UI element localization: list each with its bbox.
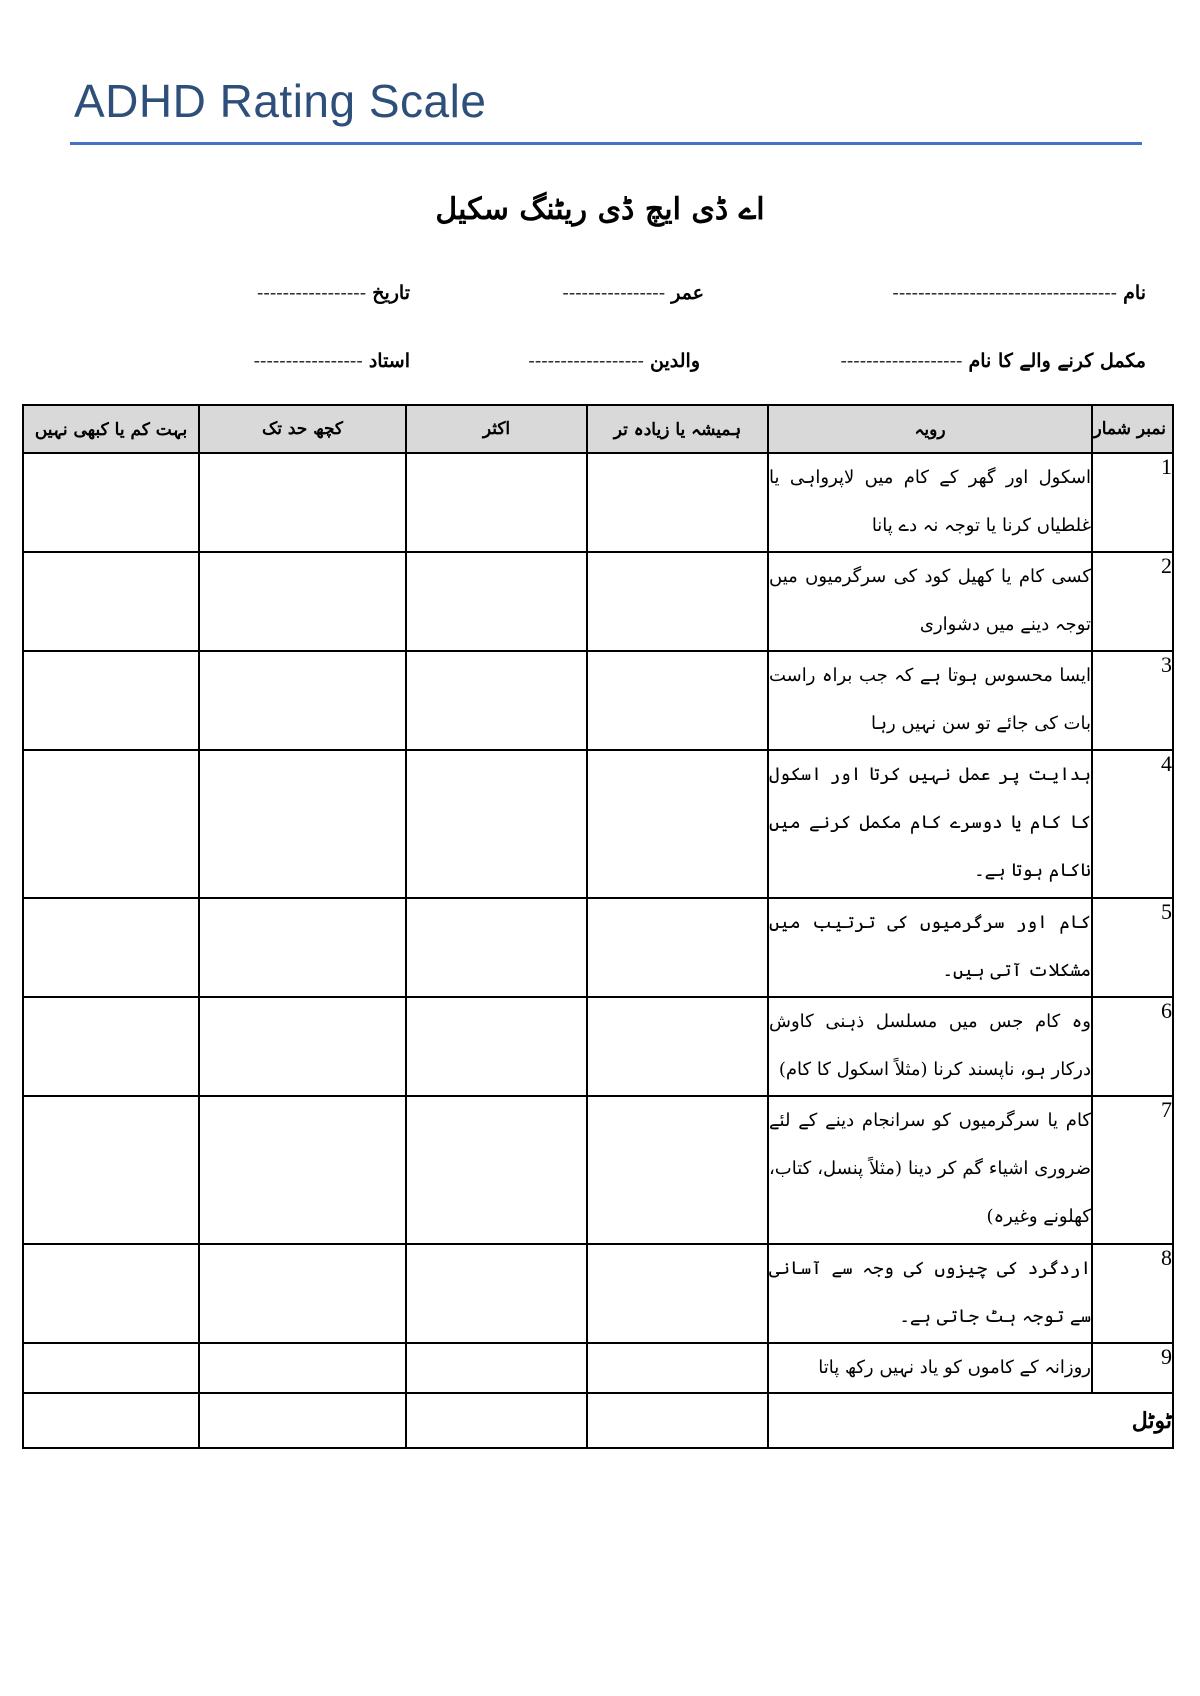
total-always-cell[interactable] [587, 1393, 768, 1448]
always-cell[interactable] [587, 1096, 768, 1244]
row-number: 2 [1092, 552, 1173, 651]
often-cell[interactable] [406, 750, 587, 898]
table-header-row [23, 405, 1173, 453]
rarely-never-cell[interactable] [23, 1096, 199, 1244]
table-row [23, 1096, 1173, 1244]
row-number: 5 [1092, 898, 1173, 997]
always-cell[interactable] [587, 552, 768, 651]
form-title: اے ڈی ایچ ڈی ریٹنگ سکیل [435, 192, 765, 227]
completed-by-field[interactable] [840, 350, 1146, 372]
always-cell[interactable] [587, 898, 768, 997]
total-often-cell[interactable] [406, 1393, 587, 1448]
often-cell[interactable] [406, 1096, 587, 1244]
often-cell[interactable] [406, 1343, 587, 1393]
rarely-never-cell[interactable] [23, 651, 199, 750]
name-label: نام [1123, 282, 1146, 304]
teacher-blank: ----------------- [253, 350, 363, 372]
behavior-cell: کسی کام یا کھیل کود کی سرگرمیوں میں توجہ دینے میں دشواری [768, 552, 1092, 651]
behavior-cell: کام یا سرگرمیوں کو سرانجام دینے کے لئے ضروری اشیاء گم کر دینا (مثلاً پنسل، کتاب، کھلونے وغیرہ) [768, 1096, 1092, 1244]
header-rarely-never: بہت کم یا کبھی نہیں [23, 405, 199, 453]
header-often: اکثر [406, 405, 587, 453]
page-header-title: ADHD Rating Scale [74, 75, 487, 127]
rarely-never-cell[interactable] [23, 453, 199, 552]
always-cell[interactable] [587, 1244, 768, 1343]
header-behavior: رویہ [768, 405, 1092, 453]
always-cell[interactable] [587, 453, 768, 552]
row-number: 7 [1092, 1096, 1173, 1244]
teacher-field[interactable] [254, 350, 410, 372]
header-serial-number: نمبر شمار [1092, 405, 1173, 453]
table-row [23, 750, 1173, 898]
always-cell[interactable] [587, 750, 768, 898]
somewhat-cell[interactable] [199, 898, 406, 997]
table-row [23, 651, 1173, 750]
always-cell[interactable] [587, 997, 768, 1096]
always-cell[interactable] [587, 651, 768, 750]
date-label: تاریخ [372, 282, 410, 304]
often-cell[interactable] [406, 552, 587, 651]
header-always: ہمیشہ یا زیادہ تر [587, 405, 768, 453]
behavior-cell: کام اور سرگرمیوں کی ترتیب میں مشکلات آتی ہیں۔ [768, 898, 1092, 997]
table-row [23, 453, 1173, 552]
header-somewhat: کچھ حد تک [199, 405, 406, 453]
behavior-cell: وہ کام جس میں مسلسل ذہنی کاوش درکار ہو، ناپسند کرنا (مثلاً اسکول کا کام) [768, 997, 1092, 1096]
parents-field[interactable] [528, 350, 700, 372]
total-somewhat-cell[interactable] [199, 1393, 406, 1448]
completed-by-blank: ------------------- [840, 350, 963, 372]
age-label: عمر [671, 282, 704, 304]
total-row [23, 1393, 1173, 1448]
row-number: 9 [1092, 1343, 1173, 1393]
often-cell[interactable] [406, 453, 587, 552]
rarely-never-cell[interactable] [23, 750, 199, 898]
total-label: ٹوٹل [768, 1393, 1173, 1448]
table-row [23, 898, 1173, 997]
behavior-cell: ہدایت پر عمل نہیں کرتا اور اسکول کا کام یا دوسرے کام مکمل کرنے میں ناکام ہوتا ہے۔ [768, 750, 1092, 898]
parents-label: والدین [650, 350, 700, 372]
behavior-cell: اسکول اور گھر کے کام میں لاپرواہی یا غلطیاں کرنا یا توجہ نہ دے پانا [768, 453, 1092, 552]
date-field[interactable] [257, 282, 410, 304]
row-number: 4 [1092, 750, 1173, 898]
date-blank: ----------------- [257, 282, 367, 304]
row-number: 1 [1092, 453, 1173, 552]
table-row [23, 1343, 1173, 1393]
behavior-cell: ایسا محسوس ہوتا ہے کہ جب براہ راست بات کی جائے تو سن نہیں رہا [768, 651, 1092, 750]
parents-blank: ------------------ [528, 350, 644, 372]
rarely-never-cell[interactable] [23, 997, 199, 1096]
rarely-never-cell[interactable] [23, 552, 199, 651]
table-row [23, 1244, 1173, 1343]
behavior-cell: روزانہ کے کاموں کو یاد نہیں رکھ پاتا [768, 1343, 1092, 1393]
somewhat-cell[interactable] [199, 552, 406, 651]
often-cell[interactable] [406, 651, 587, 750]
somewhat-cell[interactable] [199, 997, 406, 1096]
name-field[interactable] [892, 282, 1146, 304]
age-field[interactable] [562, 282, 704, 304]
behavior-cell: اردگرد کی چیزوں کی وجہ سے آسانی سے توجہ ہٹ جاتی ہے۔ [768, 1244, 1092, 1343]
somewhat-cell[interactable] [199, 453, 406, 552]
often-cell[interactable] [406, 898, 587, 997]
total-rarely-never-cell[interactable] [23, 1393, 199, 1448]
somewhat-cell[interactable] [199, 1343, 406, 1393]
row-number: 8 [1092, 1244, 1173, 1343]
teacher-label: استاد [368, 350, 410, 372]
table-row [23, 997, 1173, 1096]
rating-table [22, 404, 1174, 1449]
name-blank: ----------------------------------- [892, 282, 1118, 304]
row-number: 3 [1092, 651, 1173, 750]
rarely-never-cell[interactable] [23, 1244, 199, 1343]
rarely-never-cell[interactable] [23, 1343, 199, 1393]
often-cell[interactable] [406, 1244, 587, 1343]
somewhat-cell[interactable] [199, 1096, 406, 1244]
always-cell[interactable] [587, 1343, 768, 1393]
somewhat-cell[interactable] [199, 651, 406, 750]
completed-by-label: مکمل کرنے والے کا نام [968, 350, 1146, 372]
age-blank: ---------------- [562, 282, 666, 304]
row-number: 6 [1092, 997, 1173, 1096]
rarely-never-cell[interactable] [23, 898, 199, 997]
somewhat-cell[interactable] [199, 1244, 406, 1343]
header-divider [70, 142, 1142, 145]
often-cell[interactable] [406, 997, 587, 1096]
somewhat-cell[interactable] [199, 750, 406, 898]
table-row [23, 552, 1173, 651]
